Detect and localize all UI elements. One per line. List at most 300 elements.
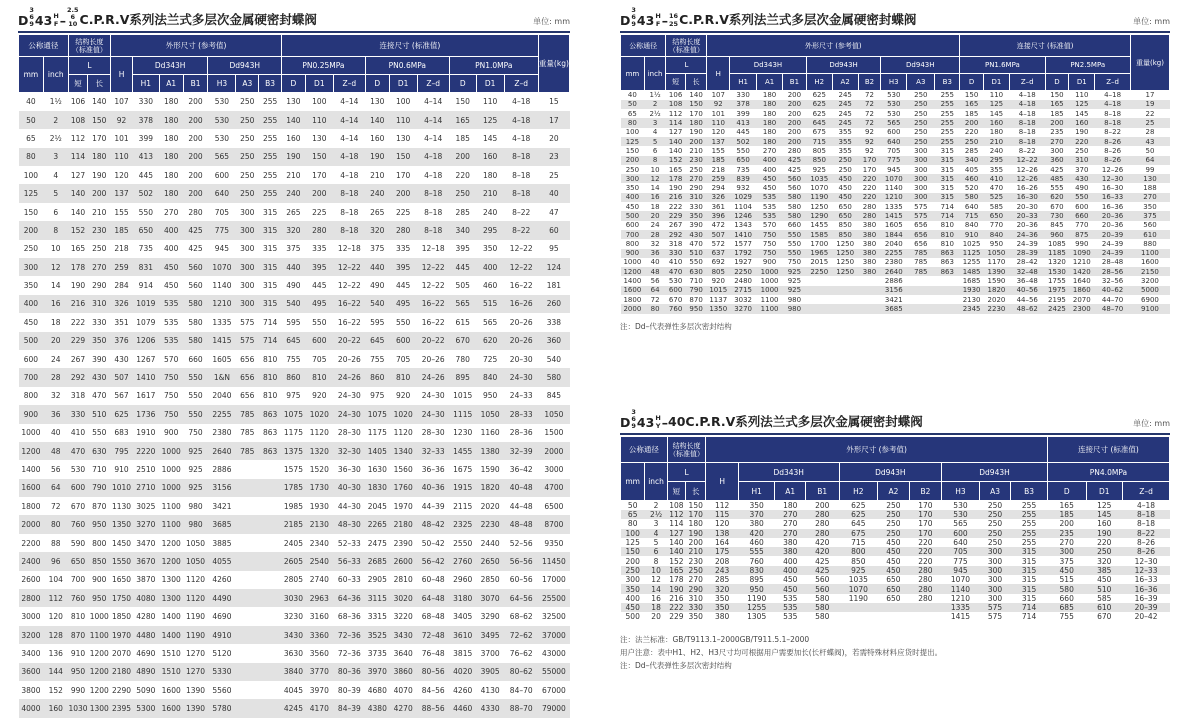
table-cell: 3735 [367, 648, 387, 658]
table-cell: 125 [625, 538, 640, 548]
table-cell: 425 [787, 165, 802, 174]
table-row [621, 556, 1170, 565]
table-cell: 535 [164, 317, 179, 327]
table-cell: 68–62 [509, 612, 533, 622]
table-cell: 28 [1145, 128, 1155, 137]
table-cell: 92 [865, 146, 874, 155]
table-cell: 1190 [747, 593, 767, 603]
table-cell [806, 286, 832, 295]
table-cell: 292 [68, 368, 88, 386]
table-cell: 875 [1069, 230, 1095, 239]
table-cell: 1400 [623, 277, 642, 286]
col-mm: mm [621, 57, 645, 91]
table-cell: 40 [50, 428, 61, 438]
table-cell: 1380 [476, 442, 504, 460]
table-cell: 410 [983, 174, 1009, 183]
table-cell: 1190 [183, 626, 208, 644]
table-row [19, 405, 570, 423]
table-row [19, 368, 570, 386]
table-cell: 3025 [136, 501, 156, 511]
table-cell: 1455 [449, 442, 476, 460]
size-stack: 3 6 9 [631, 408, 636, 430]
table-cell: 445 [449, 258, 476, 276]
table-cell: 155 [711, 146, 725, 155]
table-cell: 200 [183, 111, 208, 129]
table-cell: 250 [240, 133, 255, 143]
table-cell: 250 [886, 501, 901, 510]
table-cell: 100 [621, 529, 645, 538]
table-cell: 530 [887, 91, 901, 100]
table-cell: 140 [668, 146, 683, 155]
table-cell: 300 [914, 184, 928, 193]
table-cell: 300 [236, 221, 259, 239]
table-cell: 12–26 [1009, 174, 1045, 183]
table-cell: 144 [43, 663, 68, 681]
table-cell: 1210 [881, 193, 907, 202]
table-cell: 107 [711, 91, 725, 100]
table-cell: 570 [164, 354, 179, 364]
table-cell: 12 [651, 575, 661, 585]
table-cell: 300 [987, 575, 1003, 585]
table-cell: 130 [312, 133, 327, 143]
table-cell: 1930 [309, 501, 329, 511]
table-cell: 3070 [476, 589, 504, 607]
table-cell: 565 [482, 317, 498, 327]
table-cell: 32500 [541, 612, 566, 622]
table-cell [259, 607, 282, 625]
table-cell: 245 [838, 109, 852, 118]
table-cell: 150 [1050, 91, 1064, 100]
table-cell: 280 [305, 221, 333, 239]
table-cell: 640 [881, 137, 907, 146]
table-cell: 24–39 [1095, 249, 1131, 258]
table-cell: 80 [43, 515, 68, 533]
table-cell: 229 [669, 612, 684, 622]
table-cell: 1025 [962, 239, 981, 248]
table-cell: 550 [783, 230, 807, 239]
table-row [621, 612, 1170, 621]
table-cell: 1600 [161, 685, 181, 695]
table-cell: 565 [208, 148, 236, 166]
table-cell: 863 [935, 267, 960, 276]
table-cell: 8–18 [1137, 519, 1156, 529]
table-cell: 12–30 [1095, 174, 1131, 183]
table-cell: 55000 [538, 663, 569, 681]
table-cell: 140 [68, 184, 88, 202]
col-pn25: PN2.5MPa [1045, 57, 1130, 74]
table-cell: 240 [482, 207, 498, 217]
table-cell: 315 [935, 193, 960, 202]
table-cell: 1210 [1072, 258, 1091, 267]
table-cell: 326 [111, 295, 133, 313]
table-cell: 670 [1097, 612, 1112, 622]
table-cell: 100 [625, 128, 640, 137]
table-cell: 705 [312, 354, 327, 364]
table-cell: 127 [668, 128, 683, 137]
table-cell: 675 [839, 529, 878, 538]
table-cell: 1120 [185, 575, 206, 585]
table-cell: 900 [19, 405, 44, 423]
table-cell: 625 [839, 510, 878, 519]
table-row [621, 202, 1170, 211]
table-cell: 295 [476, 221, 504, 239]
note: 注：Dd–代表弹性多层次密封结构 [620, 660, 732, 670]
table-cell: 150 [688, 501, 703, 510]
table-cell: 185 [707, 156, 730, 165]
col-weight: 重量(kg) [1130, 35, 1169, 91]
table-cell: 850 [838, 221, 852, 230]
table-cell: 656 [907, 230, 935, 239]
table-cell: 1050 [538, 405, 569, 423]
table-cell [839, 603, 878, 612]
table-cell: 178 [669, 575, 684, 585]
table-row [621, 146, 1170, 155]
table-cell: 1560 [393, 465, 413, 474]
table-cell: 895 [449, 368, 476, 386]
table-cell: 112 [668, 109, 683, 118]
table-cell: 225 [396, 207, 411, 217]
table-cell: 48–30 [333, 515, 365, 533]
table-cell: 250 [914, 128, 928, 137]
table-cell: 5 [653, 538, 659, 548]
note: 注：法兰标准：GB/T9113.1–2000GB/T911.5.1–2000 [620, 634, 810, 644]
table-cell: 560 [815, 575, 830, 585]
table-cell: 8–26 [1137, 538, 1156, 548]
table-cell: 160 [1097, 519, 1112, 529]
table-cell: 575 [979, 603, 1011, 612]
table-row [621, 501, 1170, 511]
table-row [621, 584, 1170, 593]
table-cell: 140 [669, 547, 684, 557]
table-cell: 190 [70, 281, 86, 291]
table-cell: 315 [940, 184, 954, 193]
table-cell: 180 [783, 501, 798, 510]
table-cell: 6500 [544, 501, 564, 511]
table-cell: 294 [711, 184, 725, 193]
table-cell: 8–22 [1123, 529, 1170, 538]
col-pn16: PN1.6MPa [960, 57, 1045, 74]
table-cell: 24 [50, 354, 61, 364]
table-cell: 2255 [208, 405, 236, 423]
table-cell: 2½ [645, 510, 667, 519]
table-cell: 1000 [161, 465, 181, 474]
table-cell: 64–36 [333, 589, 365, 607]
table-cell: 770 [1075, 221, 1089, 230]
table-cell: 138 [706, 529, 739, 538]
table-cell: 380 [862, 258, 877, 267]
table-cell: 92 [858, 137, 881, 146]
table-cell: 420 [815, 538, 830, 548]
table-cell: 1000 [21, 428, 41, 438]
table-cell: 1585 [806, 230, 832, 239]
table-title: D 3 6 9 43 H F – 2.5 6 10 C.P.R.V系列法兰式多层次金属硬密封蝶阀 [18, 6, 317, 28]
table-cell: 450 [878, 566, 910, 575]
table-cell: 28–39 [1009, 249, 1045, 258]
table-row [19, 387, 570, 405]
table-cell: 2000 [19, 515, 44, 533]
table-cell: 170 [689, 109, 703, 118]
table-cell: 2800 [19, 589, 44, 607]
table-cell: 600 [23, 354, 39, 364]
table-cell: 507 [707, 230, 730, 239]
table-cell: 48–42 [417, 515, 449, 533]
table-cell: 1200 [88, 663, 111, 681]
table-cell: 3156 [208, 479, 236, 497]
table-cell: 810 [70, 612, 86, 622]
table-cell: 1510 [159, 663, 183, 681]
table-cell: 140 [669, 538, 684, 548]
table-cell: 220 [964, 128, 979, 137]
table-cell: 40 [538, 184, 569, 202]
table-cell: 218 [711, 165, 725, 174]
table-cell: 17 [538, 111, 569, 129]
table-cell: 1090 [1069, 249, 1095, 258]
table-cell: 20–22 [417, 332, 449, 350]
table-cell: 284 [114, 281, 129, 291]
table-cell: 50–42 [421, 538, 445, 548]
col-inch: inch [43, 57, 68, 93]
table-cell: 660 [188, 354, 203, 364]
table-cell: 1700 [810, 239, 829, 248]
table-cell: 20–30 [1016, 202, 1038, 211]
table-cell: 1605 [212, 354, 232, 364]
table-cell: 318 [70, 391, 86, 401]
table-row [621, 575, 1170, 584]
table-cell: 200 [188, 133, 203, 143]
table-cell: 8–22 [504, 221, 538, 239]
unit-label: 单位: mm [1133, 17, 1170, 26]
table-cell: 190 [689, 128, 703, 137]
table-cell: 705 [942, 547, 980, 556]
table-cell: 1246 [730, 211, 757, 220]
table-cell: 200 [183, 184, 208, 202]
table-cell: 190 [92, 170, 107, 180]
table-cell: 28–56 [1095, 267, 1131, 276]
table-row [19, 571, 570, 589]
col-dn: 公称通径 [621, 35, 666, 57]
table-cell: 775 [208, 221, 236, 239]
table-cell: 280 [909, 584, 942, 593]
table-cell: 220 [918, 538, 933, 548]
table-cell: 485 [1045, 174, 1069, 183]
table-cell: 250 [240, 170, 255, 180]
table-cell: 2250 [730, 267, 757, 276]
table-cell [259, 497, 282, 515]
table-cell: 380 [783, 538, 798, 548]
table-cell: 625 [812, 91, 826, 100]
table-cell: 216 [669, 593, 684, 603]
table-cell: 140 [92, 97, 107, 107]
table-cell: 450 [1097, 575, 1112, 585]
table-cell: 1050 [983, 249, 1009, 258]
table-cell: 250 [987, 538, 1003, 548]
table-cell: 1&N [208, 368, 236, 386]
table-cell: 210 [476, 184, 504, 202]
table-cell: 255 [935, 118, 960, 127]
table-cell: 185 [964, 109, 979, 118]
table-row [19, 644, 570, 662]
table-cell: 255 [1021, 501, 1037, 510]
table-cell: 2290 [111, 685, 132, 695]
table-cell: 315 [1021, 575, 1037, 585]
table-cell: 1600 [1141, 258, 1159, 267]
table-cell: 28–48 [1101, 258, 1124, 267]
table-cell: 112 [714, 501, 730, 510]
table-cell: 200 [685, 137, 707, 146]
table-cell: 140 [666, 137, 685, 146]
table-cell: 60–48 [421, 575, 445, 585]
table-cell: 235 [1047, 529, 1086, 538]
table-cell: 3030 [282, 589, 306, 607]
table-cell: 4890 [132, 663, 159, 681]
table-cell: 530 [887, 109, 901, 118]
table-cell: 8–18 [512, 170, 531, 180]
table-cell: 108 [68, 111, 88, 129]
table-cell: 1590 [480, 465, 500, 474]
table-cell: 44–56 [1016, 295, 1038, 304]
table-cell: 280 [805, 510, 839, 519]
col-L: L [68, 57, 110, 75]
table-cell: 2710 [132, 479, 159, 497]
notes-block [620, 633, 1170, 672]
face-stack: H F [655, 12, 661, 28]
table-cell: 1200 [159, 552, 183, 570]
table-cell: 110 [989, 91, 1004, 100]
table-cell: 10 [50, 244, 61, 254]
table-cell: 900 [621, 249, 645, 258]
table-cell: 580 [787, 202, 802, 211]
table-cell: 255 [259, 148, 282, 166]
table-cell: 16–22 [417, 295, 449, 313]
table-cell: 44–39 [421, 501, 445, 511]
table-cell: 292 [666, 230, 685, 239]
table-cell: 360 [538, 332, 569, 350]
table-cell: 17 [1145, 91, 1155, 100]
table-cell: 180 [164, 170, 179, 180]
table-cell: 515 [1059, 575, 1074, 585]
table-cell: 80 [19, 148, 44, 166]
face-stack: H Y [655, 414, 661, 430]
table-body [621, 91, 1170, 314]
table-cell: 12–22 [421, 281, 445, 291]
table-cell: 255 [262, 170, 278, 180]
table-cell: 4–18 [1137, 501, 1156, 510]
table-cell: 165 [1045, 100, 1069, 109]
table-cell: 127 [70, 170, 86, 180]
table-cell: 130 [286, 97, 301, 107]
table-cell: 4055 [208, 552, 236, 570]
table-row [621, 174, 1170, 183]
table-row [19, 350, 570, 368]
table-cell: 945 [887, 165, 901, 174]
table-cell: 44–30 [337, 501, 361, 511]
table-cell: 250 [23, 244, 39, 254]
table-cell [907, 295, 935, 304]
col-external-dims: 外形尺寸 (参考值) [111, 35, 282, 57]
table-cell: 218 [114, 244, 129, 254]
table-cell [259, 699, 282, 717]
table-cell: 575 [987, 612, 1003, 622]
table-cell: 270 [1045, 137, 1069, 146]
table-cell: 1125 [960, 249, 984, 258]
table-cell: 20–36 [1101, 221, 1124, 230]
table-cell: 2325 [449, 515, 476, 533]
table-cell: 335 [312, 244, 327, 254]
table-cell: 80–62 [504, 663, 538, 681]
table-cell: 600 [305, 332, 333, 350]
table-cell: 8 [43, 221, 68, 239]
table-cell: 270 [685, 174, 707, 183]
table-cell: 585 [989, 202, 1004, 211]
table-cell: 315 [259, 258, 282, 276]
table-cell [806, 276, 832, 285]
table-cell: 170 [909, 529, 942, 538]
table-cell: 300 [907, 156, 935, 165]
table-cell: 540 [365, 295, 389, 313]
table-cell: 140 [365, 111, 389, 129]
table-cell: 330 [686, 603, 706, 612]
table-cell: 3115 [365, 589, 389, 607]
table-cell: 975 [370, 391, 385, 401]
table-cell: 610 [1086, 603, 1123, 612]
table-cell: 3156 [881, 286, 907, 295]
table-cell: 1400 [159, 626, 183, 644]
table-cell: 470 [666, 267, 685, 276]
table-cell: 670 [1050, 202, 1064, 211]
table-cell: 180 [757, 100, 783, 109]
table-cell: 800 [92, 538, 107, 548]
table-cell: 3270 [730, 304, 757, 313]
table-cell: 425 [1050, 165, 1064, 174]
table-cell: 32–48 [1009, 267, 1045, 276]
table-cell: 950 [685, 304, 707, 313]
unit-label: 单位: mm [533, 17, 570, 26]
size-stack: 3 6 9 [631, 6, 636, 28]
table-cell: 3560 [309, 648, 329, 658]
table-cell: 208 [714, 556, 730, 566]
table-cell: 580 [183, 332, 208, 350]
table-cell: 4280 [136, 612, 156, 622]
table-cell: 4–14 [340, 97, 359, 107]
table-cell: 1½ [649, 91, 661, 100]
table-cell: 84–70 [509, 685, 533, 695]
table-cell: 222 [70, 317, 86, 327]
table-cell: 12 [644, 174, 666, 183]
table-cell [907, 286, 935, 295]
table-cell: 560 [783, 174, 807, 183]
table-cell: 490 [370, 281, 385, 291]
table-cell: 580 [783, 211, 807, 220]
table-cell: 24–30 [504, 368, 538, 386]
table-cell: 863 [259, 442, 282, 460]
table-cell: 180 [159, 148, 183, 166]
table-cell: 6 [645, 547, 667, 556]
col-length: 结构长度（标准值） [666, 35, 707, 57]
table-cell: 550 [188, 391, 203, 401]
table-cell: 160 [370, 133, 385, 143]
table-cell: 714 [940, 202, 954, 211]
note: 用户注意：表中H1、H2、H3尺寸均可根据用户需要加长(长杆蝶阀)，若需特殊材料应货时提出。 [620, 647, 943, 657]
table-cell: 315 [1011, 547, 1048, 556]
table-row [19, 681, 570, 699]
table-cell [259, 663, 282, 681]
table-cell: 750 [188, 428, 203, 438]
table-cell: 160 [286, 133, 301, 143]
table-row [621, 510, 1170, 519]
table-cell: 130 [1130, 174, 1169, 183]
col-dd943h-b: Dd943H [881, 57, 960, 74]
table-cell: 450 [783, 575, 798, 585]
